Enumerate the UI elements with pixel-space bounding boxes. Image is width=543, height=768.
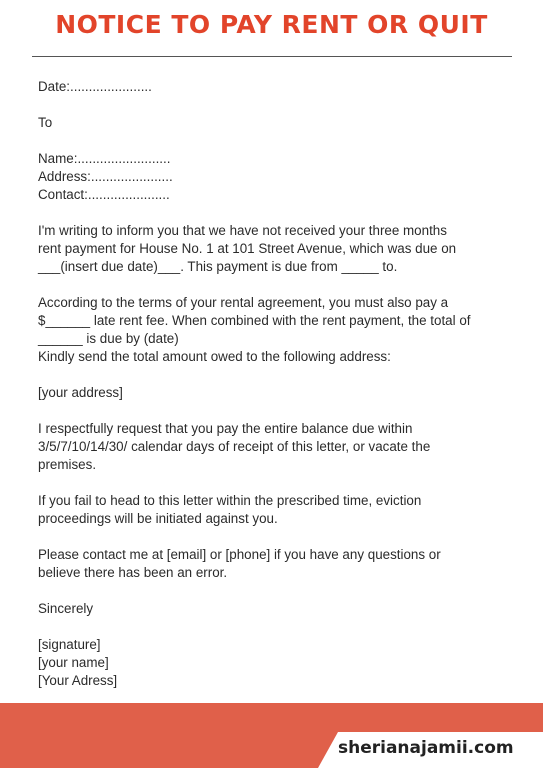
paragraph-line: 3/5/7/10/14/30/ calendar days of receipt of this letter, or vacate the	[38, 439, 431, 454]
to-line: To	[38, 115, 53, 130]
paragraph-line: proceedings will be initiated against you.	[38, 511, 278, 526]
paragraph-line: Please contact me at [email] or [phone] if you have any questions or	[38, 547, 441, 562]
paragraph-line: I'm writing to inform you that we have not received your three months	[38, 223, 447, 238]
title-divider	[32, 56, 512, 57]
paragraph-line: I respectfully request that you pay the entire balance due within	[38, 421, 413, 436]
adress-placeholder: [Your Adress]	[38, 673, 118, 688]
date-line: Date:......................	[38, 79, 152, 94]
address-line: Address:......................	[38, 169, 173, 184]
signature-placeholder: [signature]	[38, 637, 101, 652]
paragraph-line: premises.	[38, 457, 97, 472]
paragraph-line: believe there has been an error.	[38, 565, 228, 580]
document-title: NOTICE TO PAY RENT OR QUIT	[55, 10, 488, 39]
paragraph-line: rent payment for House No. 1 at 101 Street Avenue, which was due on	[38, 241, 457, 256]
paragraph-line: According to the terms of your rental agreement, you must also pay a	[38, 295, 449, 310]
letter-body	[38, 78, 513, 690]
paragraph-line: ___(insert due date)___. This payment is due from _____ to.	[38, 259, 398, 274]
closing: Sincerely	[38, 601, 94, 616]
your-address-placeholder: [your address]	[38, 385, 123, 400]
name-placeholder: [your name]	[38, 655, 109, 670]
contact-line: Contact:......................	[38, 187, 170, 202]
paragraph-line: Kindly send the total amount owed to the following address:	[38, 349, 391, 364]
website-label: sherianajamii.com	[338, 738, 514, 758]
name-line: Name:.........................	[38, 151, 171, 166]
paragraph-line: $______ late rent fee. When combined with the rent payment, the total of	[38, 313, 471, 328]
paragraph-line: ______ is due by (date)	[38, 331, 179, 346]
paragraph-line: If you fail to head to this letter within the prescribed time, eviction	[38, 493, 422, 508]
